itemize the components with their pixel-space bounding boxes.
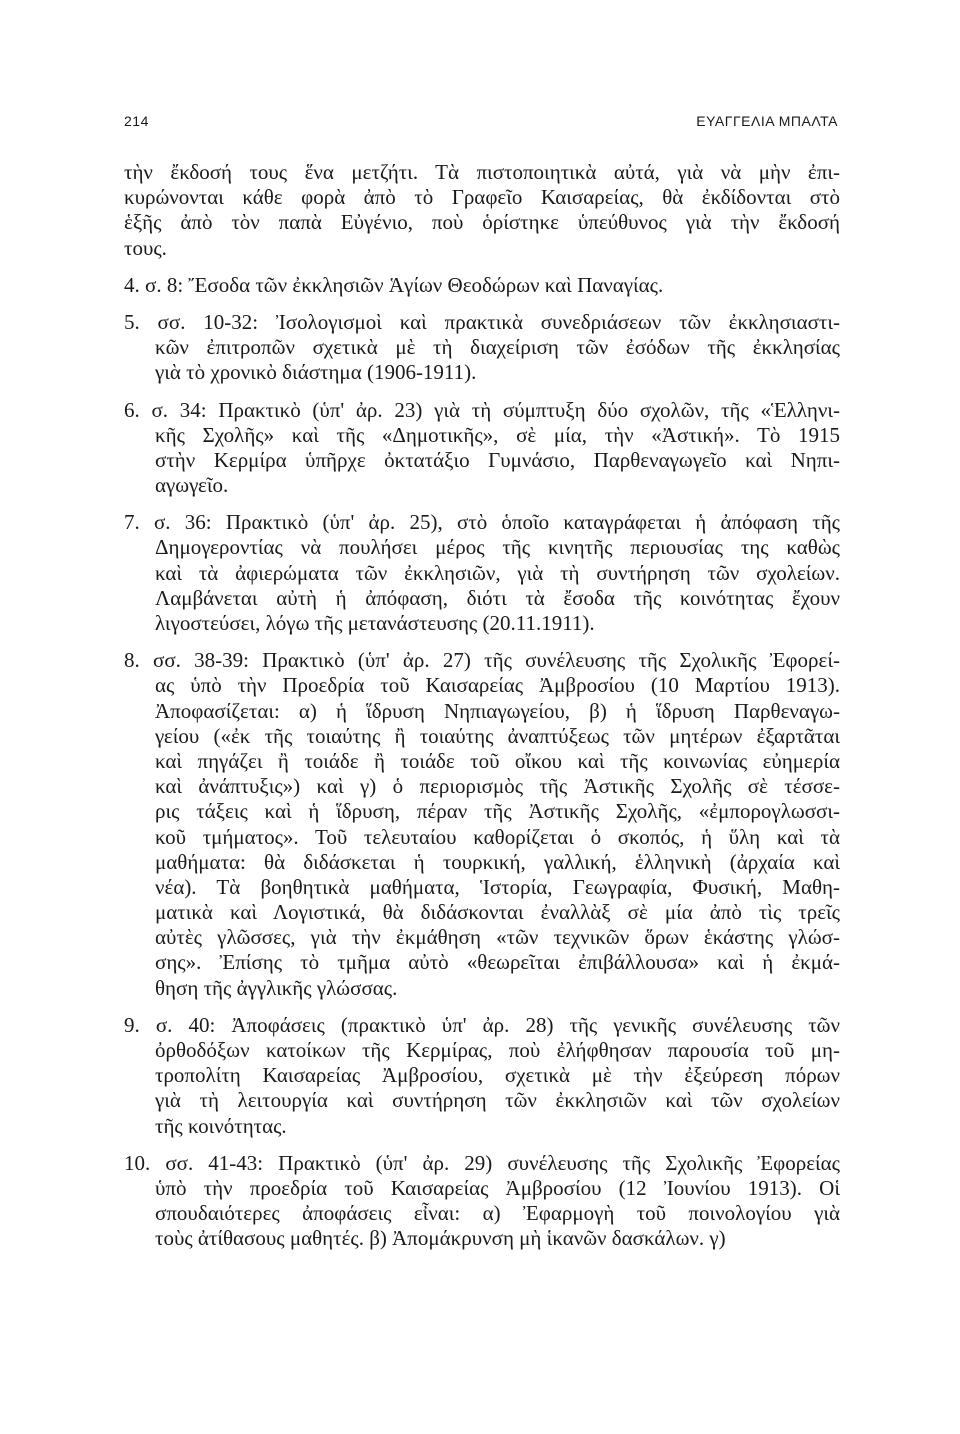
text-line: γιὰ τὴ λειτουργία καὶ συντήρηση τῶν ἐκκλησιῶν καὶ τῶν σχολείων (155, 1088, 840, 1113)
text-line: ματικὰ καὶ Λογιστικά, θὰ διδάσκονται ἐναλλὰξ σὲ μία ἀπὸ τὶς τρεῖς (155, 900, 840, 925)
text-line: σης». Ἐπίσης τὸ τμῆμα αὐτὸ «θεωρεῖται ἐπιβάλλουσα» καὶ ἡ ἐκμά- (155, 950, 840, 975)
text-line: 9. σ. 40: Ἀποφάσεις (πρακτικὸ ὑπ' ἀρ. 28) τῆς γενικῆς συνέλευσης τῶν (124, 1012, 840, 1037)
text-line: τὴν ἔκδοσή τους ἕνα μετζήτι. Τὰ πιστοποιητικὰ αὐτά, γιὰ νὰ μὴν ἐπι- (124, 160, 840, 184)
paragraph-gap (124, 386, 840, 398)
text-line: γείου («ἐκ τῆς τοιαύτης ἢ τοιαύτης ἀναπτύξεως τῶν μητέρων ἐξαρτᾶται (155, 723, 840, 748)
text-line: 4. σ. 8: Ἔσοδα τῶν ἐκκλησιῶν Ἁγίων Θεοδώρων καὶ Παναγίας. (124, 272, 664, 297)
text-line: ἑξῆς ἀπὸ τὸν παπὰ Εὐγένιο, ποὺ ὁρίστηκε ὑπεύθυνος γιὰ τὴν ἔκδοσή (124, 210, 840, 235)
paragraph (124, 310, 840, 386)
text-line: Δημογεροντίας νὰ πουλήσει μέρος τῆς κινητῆς περιουσίας της καθὼς (155, 535, 840, 560)
text-line: τῆς κοινότητας. (155, 1113, 287, 1138)
text-line: 6. σ. 34: Πρακτικὸ (ὑπ' ἀρ. 23) γιὰ τὴ σύμπτυξη δύο σχολῶν, τῆς «Ἑλληνι- (124, 397, 840, 422)
paragraph-gap (124, 1001, 840, 1013)
text-line: κυρώνονται κάθε φορὰ ἀπὸ τὸ Γραφεῖο Καισαρείας, θὰ ἐκδίδονται στὸ (124, 185, 840, 210)
text-line: Λαμβάνεται αὐτὴ ἡ ἀπόφαση, διότι τὰ ἔσοδα τῆς κοινότητας ἔχουν (155, 585, 840, 610)
running-header-author: ΕΥΑΓΓΕΛΙΑ ΜΠΑΛΤΑ (696, 113, 838, 129)
text-line: καὶ ἀνάπτυξις») καὶ γ) ὁ περιορισμὸς τῆς Ἀστικῆς Σχολῆς σὲ τέσσε- (155, 774, 840, 799)
paragraph-gap (124, 1139, 840, 1151)
text-line: Ἀποφασίζεται: α) ἡ ἵδρυση Νηπιαγωγείου, β) ἡ ἵδρυση Παρθεναγω- (155, 698, 840, 723)
text-line: καὶ τὰ ἀφιερώματα τῶν ἐκκλησιῶν, γιὰ τὴ συντήρηση τῶν σχολείων. (155, 560, 840, 585)
paragraph (124, 510, 840, 636)
running-header (124, 113, 838, 133)
text-line: αγωγεῖο. (155, 473, 229, 498)
body-text (124, 160, 840, 1252)
paragraph (124, 1013, 840, 1139)
text-line: μαθήματα: θὰ διδάσκεται ἡ τουρκική, γαλλική, ἑλληνικὴ (ἀρχαία καὶ (155, 849, 840, 874)
text-line: ρις τάξεις καὶ ἡ ἵδρυση, πέραν τῆς Ἀστικῆς Σχολῆς, «ἐμπορογλωσσι- (155, 799, 840, 824)
text-line: καὶ πηγάζει ἢ τοιάδε ἢ τοιάδε τοῦ οἴκου καὶ τῆς κοινωνίας εὐημερία (155, 748, 840, 773)
text-line: κῆς Σχολῆς» καὶ τῆς «Δημοτικῆς», σὲ μία, τὴν «Ἀστική». Τὸ 1915 (155, 422, 840, 447)
paragraph (124, 398, 840, 499)
text-line: ὑπὸ τὴν προεδρία τοῦ Καισαρείας Ἀμβροσίου (12 Ἰουνίου 1913). Οἱ (155, 1175, 840, 1200)
text-line: κοῦ τμήματος». Τοῦ τελευταίου καθορίζεται ὁ σκοπός, ἡ ὕλη καὶ τὰ (155, 824, 840, 849)
text-line: τοὺς ἀτίθασους μαθητές. β) Ἀπομάκρυνση μὴ ἱκανῶν δασκάλων. γ) (155, 1226, 726, 1251)
text-line: θηση τῆς ἀγγλικῆς γλώσσας. (155, 975, 398, 1000)
text-line: λιγοστεύσει, λόγω τῆς μετανάστευσης (20.11.1911). (155, 611, 595, 635)
paragraph-gap (124, 636, 840, 648)
paragraph-gap (124, 261, 840, 273)
text-line: ας ὑπὸ τὴν Προεδρία τοῦ Καισαρείας Ἀμβροσίου (10 Μαρτίου 1913). (155, 673, 840, 698)
paragraph-gap (124, 498, 840, 510)
text-line: τους. (124, 235, 167, 260)
paragraph (124, 160, 840, 261)
paragraph (124, 273, 840, 298)
text-line: νέα). Τὰ βοηθητικὰ μαθήματα, Ἱστορία, Γεωγραφία, Φυσική, Μαθη- (155, 874, 840, 899)
text-line: γιὰ τὸ χρονικὸ διάστημα (1906-1911). (155, 360, 477, 385)
paragraph (124, 1151, 840, 1252)
text-line: ὀρθοδόξων κατοίκων τῆς Κερμίρας, ποὺ ἐλήφθησαν παρουσία τοῦ μη- (155, 1038, 840, 1062)
text-line: 7. σ. 36: Πρακτικὸ (ὑπ' ἀρ. 25), στὸ ὁποῖο καταγράφεται ἡ ἀπόφαση τῆς (124, 510, 840, 535)
text-line: κῶν ἐπιτροπῶν σχετικὰ μὲ τὴ διαχείριση τῶν ἐσόδων τῆς ἐκκλησίας (155, 335, 840, 360)
text-line: 5. σσ. 10-32: Ἰσολογισμοὶ καὶ πρακτικὰ συνεδριάσεων τῶν ἐκκλησιαστι- (124, 309, 840, 334)
text-line: 8. σσ. 38-39: Πρακτικὸ (ὑπ' ἀρ. 27) τῆς συνέλευσης τῆς Σχολικῆς Ἐφορεί- (124, 648, 840, 673)
text-line: σπουδαιότερες ἀποφάσεις εἶναι: α) Ἐφαρμογὴ τοῦ ποινολογίου γιὰ (155, 1201, 840, 1226)
text-line: αὐτὲς γλῶσσες, γιὰ τὴν ἐκμάθηση «τῶν τεχνικῶν ὅρων ἑκάστης γλώσ- (155, 925, 840, 950)
text-line: στὴν Κερμίρα ὑπῆρχε ὀκτατάξιο Γυμνάσιο, Παρθεναγωγεῖο καὶ Νηπι- (155, 447, 840, 472)
page-number: 214 (124, 113, 149, 129)
paragraph-gap (124, 298, 840, 310)
text-line: 10. σσ. 41-43: Πρακτικὸ (ὑπ' ἀρ. 29) συνέλευσης τῆς Σχολικῆς Ἐφορείας (124, 1150, 840, 1175)
paragraph (124, 648, 840, 1001)
text-line: τροπολίτη Καισαρείας Ἀμβροσίου, σχετικὰ μὲ τὴν ἐξεύρεση πόρων (155, 1063, 840, 1088)
